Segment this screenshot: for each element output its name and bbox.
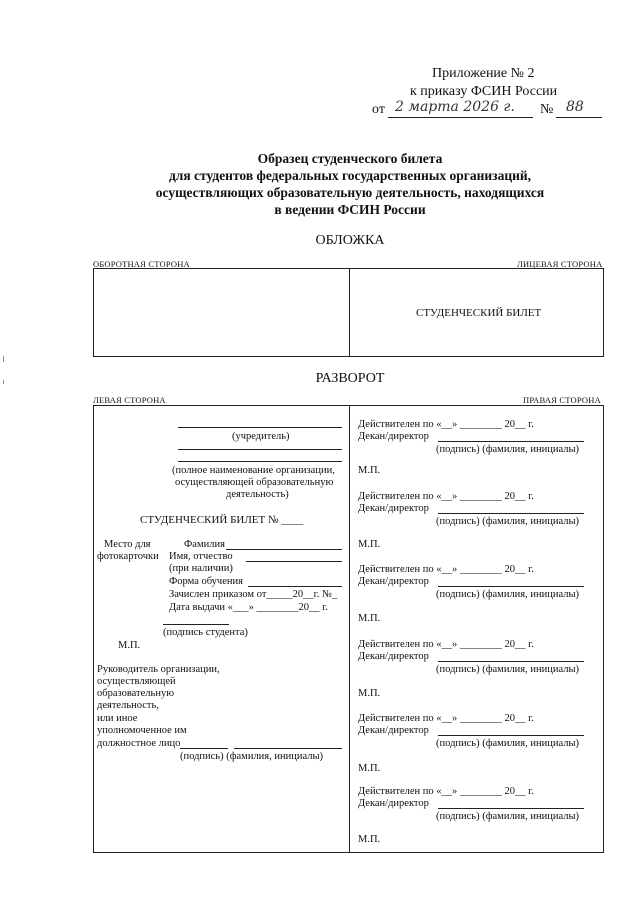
- cover-front-side-label: ЛИЦЕВАЯ СТОРОНА: [517, 259, 603, 269]
- ticket-number-label: СТУДЕНЧЕСКИЙ БИЛЕТ № ____: [140, 514, 304, 526]
- student-signature-caption: (подпись студента): [163, 627, 248, 638]
- head-label-4: деятельность,: [97, 700, 159, 711]
- dean-signature-line[interactable]: [438, 661, 584, 662]
- photo-place-label-1: Место для: [104, 539, 151, 550]
- dean-signature-line[interactable]: [438, 441, 584, 442]
- dean-signature-caption: (подпись) (фамилия, инициалы): [436, 738, 580, 749]
- head-label-6: уполномоченное им: [97, 725, 187, 736]
- number-sign: №: [540, 102, 554, 117]
- doc-title-line1: Образец студенческого билета: [257, 151, 443, 166]
- validity-date-label: Действителен по «__» ________ 20__ г.: [358, 491, 534, 502]
- founder-caption: (учредитель): [232, 431, 290, 442]
- scan-mark: [3, 356, 4, 362]
- dean-signature-line[interactable]: [438, 513, 584, 514]
- doc-title-line3: осуществляющих образовательную деятельность, находящихся: [155, 185, 545, 200]
- head-signature-caption: (подпись) (фамилия, инициалы): [180, 751, 324, 762]
- org-caption-2: осуществляющей образовательную: [175, 477, 334, 488]
- right-stamp-label: М.П.: [358, 465, 381, 476]
- right-stamp-label: М.П.: [358, 539, 381, 550]
- founder-line: [178, 427, 342, 428]
- right-stamp-label: М.П.: [358, 834, 381, 845]
- head-label-3: образовательную: [97, 688, 175, 699]
- dean-signature-line[interactable]: [438, 735, 584, 736]
- head-label-1: Руководитель организации,: [97, 664, 220, 675]
- left-stamp-label: М.П.: [118, 640, 141, 651]
- cover-ticket-title: СТУДЕНЧЕСКИЙ БИЛЕТ: [416, 307, 542, 319]
- number-underline: [556, 117, 602, 118]
- dean-label: Декан/директор: [358, 798, 429, 809]
- right-stamp-label: М.П.: [358, 688, 381, 699]
- name-if-any-caption: (при наличии): [169, 563, 233, 574]
- surname-label: Фамилия: [184, 539, 225, 550]
- issue-date-label: Дата выдачи «___» ________20__ г.: [169, 602, 328, 613]
- spread-left-side-label: ЛЕВАЯ СТОРОНА: [93, 395, 166, 405]
- name-field[interactable]: [246, 561, 342, 562]
- head-label-7: должностное лицо: [97, 738, 181, 749]
- spread-heading: РАЗВОРОТ: [315, 371, 385, 386]
- student-signature-line[interactable]: [163, 624, 229, 625]
- dean-signature-caption: (подпись) (фамилия, инициалы): [436, 516, 580, 527]
- dean-label: Декан/директор: [358, 576, 429, 587]
- head-name-line[interactable]: [234, 748, 342, 749]
- doc-title-line4: в ведении ФСИН России: [274, 202, 426, 217]
- order-reference: к приказу ФСИН России: [410, 84, 558, 99]
- validity-date-label: Действителен по «__» ________ 20__ г.: [358, 419, 534, 430]
- validity-date-label: Действителен по «__» ________ 20__ г.: [358, 639, 534, 650]
- validity-date-label: Действителен по «__» ________ 20__ г.: [358, 786, 534, 797]
- head-label-5: или иное: [97, 713, 138, 724]
- dean-signature-caption: (подпись) (фамилия, инициалы): [436, 811, 580, 822]
- org-caption-3: деятельность): [226, 489, 289, 500]
- appendix-label: Приложение № 2: [432, 66, 535, 81]
- dean-label: Декан/директор: [358, 725, 429, 736]
- enrollment-order-label: Зачислен приказом от_____20__г. №_: [169, 589, 338, 600]
- study-form-label: Форма обучения: [169, 576, 243, 587]
- org-name-line-1: [178, 449, 342, 450]
- photo-place-label-2: фотокарточки: [97, 551, 159, 562]
- org-name-line-2: [178, 461, 342, 462]
- dean-label: Декан/директор: [358, 431, 429, 442]
- study-form-field[interactable]: [248, 586, 342, 587]
- dean-label: Декан/директор: [358, 651, 429, 662]
- doc-title-line2: для студентов федеральных государственных организаций,: [168, 168, 532, 183]
- right-stamp-label: М.П.: [358, 613, 381, 624]
- org-caption-1: (полное наименование организации,: [172, 465, 335, 476]
- date-underline: [388, 117, 533, 118]
- head-signature-line[interactable]: [180, 748, 228, 749]
- handwritten-date: 2 марта 2026 г.: [395, 99, 515, 115]
- spread-divider: [349, 405, 350, 853]
- dean-signature-line[interactable]: [438, 808, 584, 809]
- head-label-2: осуществляющей: [97, 676, 176, 687]
- dean-signature-caption: (подпись) (фамилия, инициалы): [436, 589, 580, 600]
- right-stamp-label: М.П.: [358, 763, 381, 774]
- scan-mark: [3, 380, 4, 384]
- handwritten-number: 88: [566, 99, 584, 115]
- dean-label: Декан/директор: [358, 503, 429, 514]
- name-label: Имя, отчество: [169, 551, 233, 562]
- dean-signature-line[interactable]: [438, 586, 584, 587]
- cover-divider: [349, 268, 350, 357]
- validity-date-label: Действителен по «__» ________ 20__ г.: [358, 713, 534, 724]
- dean-signature-caption: (подпись) (фамилия, инициалы): [436, 444, 580, 455]
- date-prefix: от: [372, 102, 385, 117]
- dean-signature-caption: (подпись) (фамилия, инициалы): [436, 664, 580, 675]
- spread-right-side-label: ПРАВАЯ СТОРОНА: [523, 395, 601, 405]
- surname-field[interactable]: [226, 549, 342, 550]
- cover-heading: ОБЛОЖКА: [315, 233, 385, 248]
- validity-date-label: Действителен по «__» ________ 20__ г.: [358, 564, 534, 575]
- cover-back-side-label: ОБОРОТНАЯ СТОРОНА: [93, 259, 190, 269]
